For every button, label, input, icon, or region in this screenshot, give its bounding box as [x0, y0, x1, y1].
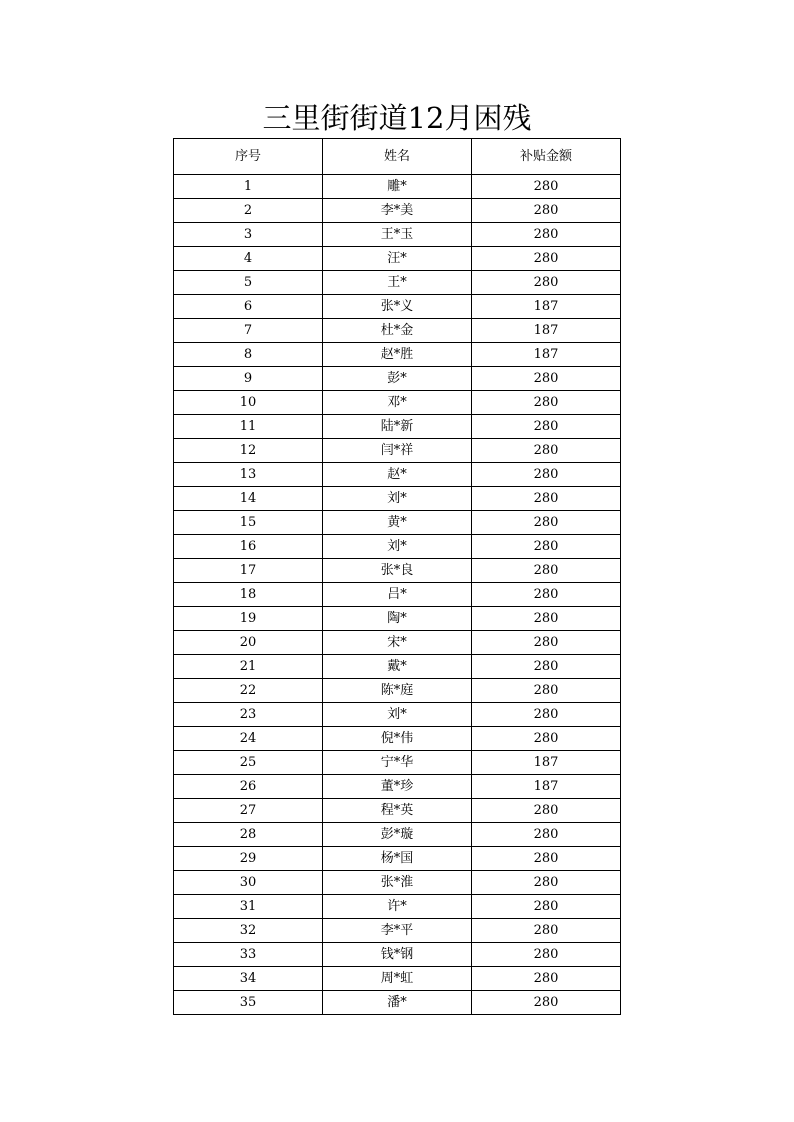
table-row — [174, 727, 621, 751]
cell-subsidy-amount: 280 — [472, 703, 621, 727]
cell-subsidy-amount: 280 — [472, 439, 621, 463]
cell-serial-number: 31 — [174, 895, 323, 919]
cell-subsidy-amount: 280 — [472, 799, 621, 823]
cell-name: 杜*金 — [323, 319, 472, 343]
table-row — [174, 223, 621, 247]
cell-serial-number: 3 — [174, 223, 323, 247]
cell-serial-number: 2 — [174, 199, 323, 223]
cell-serial-number: 18 — [174, 583, 323, 607]
cell-subsidy-amount: 280 — [472, 199, 621, 223]
cell-serial-number: 30 — [174, 871, 323, 895]
table-row — [174, 175, 621, 199]
cell-serial-number: 13 — [174, 463, 323, 487]
cell-name: 张*义 — [323, 295, 472, 319]
cell-subsidy-amount: 280 — [472, 727, 621, 751]
cell-name: 雕* — [323, 175, 472, 199]
cell-serial-number: 28 — [174, 823, 323, 847]
cell-name: 董*珍 — [323, 775, 472, 799]
cell-serial-number: 34 — [174, 967, 323, 991]
cell-serial-number: 16 — [174, 535, 323, 559]
cell-subsidy-amount: 187 — [472, 775, 621, 799]
cell-serial-number: 19 — [174, 607, 323, 631]
cell-subsidy-amount: 187 — [472, 751, 621, 775]
cell-subsidy-amount: 187 — [472, 295, 621, 319]
table-body — [174, 175, 621, 1015]
cell-name: 杨*国 — [323, 847, 472, 871]
cell-serial-number: 9 — [174, 367, 323, 391]
table-row — [174, 631, 621, 655]
cell-name: 周*虹 — [323, 967, 472, 991]
cell-subsidy-amount: 280 — [472, 415, 621, 439]
table-row — [174, 751, 621, 775]
cell-name: 张*淮 — [323, 871, 472, 895]
cell-serial-number: 24 — [174, 727, 323, 751]
table-row — [174, 511, 621, 535]
table-row — [174, 895, 621, 919]
cell-name: 邓* — [323, 391, 472, 415]
table-row — [174, 679, 621, 703]
cell-subsidy-amount: 280 — [472, 967, 621, 991]
cell-subsidy-amount: 280 — [472, 511, 621, 535]
cell-name: 宁*华 — [323, 751, 472, 775]
table-row — [174, 247, 621, 271]
header-subsidy-amount: 补贴金额 — [472, 139, 621, 175]
cell-name: 陆*新 — [323, 415, 472, 439]
cell-name: 钱*钢 — [323, 943, 472, 967]
cell-serial-number: 11 — [174, 415, 323, 439]
table-row — [174, 775, 621, 799]
cell-name: 潘* — [323, 991, 472, 1015]
cell-name: 陈*庭 — [323, 679, 472, 703]
cell-name: 彭* — [323, 367, 472, 391]
cell-subsidy-amount: 280 — [472, 271, 621, 295]
table-row — [174, 607, 621, 631]
cell-serial-number: 5 — [174, 271, 323, 295]
table-row — [174, 703, 621, 727]
table-row — [174, 967, 621, 991]
table-row — [174, 415, 621, 439]
cell-subsidy-amount: 280 — [472, 679, 621, 703]
cell-subsidy-amount: 280 — [472, 847, 621, 871]
cell-serial-number: 4 — [174, 247, 323, 271]
cell-name: 赵* — [323, 463, 472, 487]
cell-subsidy-amount: 280 — [472, 175, 621, 199]
table-row — [174, 823, 621, 847]
cell-subsidy-amount: 280 — [472, 823, 621, 847]
subsidy-table — [173, 138, 621, 1015]
table-row — [174, 319, 621, 343]
cell-subsidy-amount: 280 — [472, 463, 621, 487]
cell-serial-number: 23 — [174, 703, 323, 727]
table-row — [174, 991, 621, 1015]
table-row — [174, 847, 621, 871]
table-row — [174, 439, 621, 463]
cell-subsidy-amount: 187 — [472, 343, 621, 367]
table-row — [174, 535, 621, 559]
cell-serial-number: 10 — [174, 391, 323, 415]
cell-name: 闫*祥 — [323, 439, 472, 463]
cell-serial-number: 22 — [174, 679, 323, 703]
cell-subsidy-amount: 280 — [472, 871, 621, 895]
table-row — [174, 295, 621, 319]
table-row — [174, 559, 621, 583]
cell-name: 刘* — [323, 535, 472, 559]
cell-name: 刘* — [323, 703, 472, 727]
cell-name: 戴* — [323, 655, 472, 679]
cell-subsidy-amount: 280 — [472, 631, 621, 655]
cell-subsidy-amount: 280 — [472, 367, 621, 391]
table-row — [174, 871, 621, 895]
table-row — [174, 943, 621, 967]
cell-serial-number: 26 — [174, 775, 323, 799]
cell-name: 王* — [323, 271, 472, 295]
cell-name: 汪* — [323, 247, 472, 271]
cell-serial-number: 14 — [174, 487, 323, 511]
table-header-row — [174, 139, 621, 175]
cell-serial-number: 21 — [174, 655, 323, 679]
table-row — [174, 655, 621, 679]
cell-subsidy-amount: 187 — [472, 319, 621, 343]
cell-name: 刘* — [323, 487, 472, 511]
table-row — [174, 271, 621, 295]
document-title: 三里街街道12月困残 — [262, 101, 532, 135]
cell-serial-number: 1 — [174, 175, 323, 199]
cell-name: 许* — [323, 895, 472, 919]
cell-subsidy-amount: 280 — [472, 247, 621, 271]
header-serial-number: 序号 — [174, 139, 323, 175]
cell-subsidy-amount: 280 — [472, 391, 621, 415]
cell-subsidy-amount: 280 — [472, 895, 621, 919]
cell-serial-number: 15 — [174, 511, 323, 535]
cell-subsidy-amount: 280 — [472, 583, 621, 607]
header-name: 姓名 — [323, 139, 472, 175]
table-row — [174, 583, 621, 607]
cell-subsidy-amount: 280 — [472, 487, 621, 511]
table-row — [174, 799, 621, 823]
cell-serial-number: 8 — [174, 343, 323, 367]
cell-name: 张*良 — [323, 559, 472, 583]
cell-subsidy-amount: 280 — [472, 991, 621, 1015]
cell-subsidy-amount: 280 — [472, 223, 621, 247]
cell-serial-number: 12 — [174, 439, 323, 463]
cell-serial-number: 33 — [174, 943, 323, 967]
cell-subsidy-amount: 280 — [472, 559, 621, 583]
table-row — [174, 391, 621, 415]
cell-name: 陶* — [323, 607, 472, 631]
cell-name: 倪*伟 — [323, 727, 472, 751]
cell-subsidy-amount: 280 — [472, 655, 621, 679]
cell-subsidy-amount: 280 — [472, 943, 621, 967]
table-row — [174, 367, 621, 391]
table-row — [174, 343, 621, 367]
cell-serial-number: 32 — [174, 919, 323, 943]
cell-serial-number: 7 — [174, 319, 323, 343]
cell-name: 王*玉 — [323, 223, 472, 247]
cell-name: 吕* — [323, 583, 472, 607]
cell-name: 程*英 — [323, 799, 472, 823]
cell-serial-number: 27 — [174, 799, 323, 823]
table-row — [174, 919, 621, 943]
cell-subsidy-amount: 280 — [472, 535, 621, 559]
cell-serial-number: 17 — [174, 559, 323, 583]
cell-serial-number: 25 — [174, 751, 323, 775]
cell-name: 宋* — [323, 631, 472, 655]
cell-subsidy-amount: 280 — [472, 919, 621, 943]
cell-name: 黄* — [323, 511, 472, 535]
cell-name: 李*平 — [323, 919, 472, 943]
table-row — [174, 199, 621, 223]
cell-subsidy-amount: 280 — [472, 607, 621, 631]
cell-name: 赵*胜 — [323, 343, 472, 367]
cell-name: 李*美 — [323, 199, 472, 223]
table-row — [174, 463, 621, 487]
table-row — [174, 487, 621, 511]
cell-name: 彭*璇 — [323, 823, 472, 847]
cell-serial-number: 29 — [174, 847, 323, 871]
cell-serial-number: 35 — [174, 991, 323, 1015]
cell-serial-number: 20 — [174, 631, 323, 655]
cell-serial-number: 6 — [174, 295, 323, 319]
